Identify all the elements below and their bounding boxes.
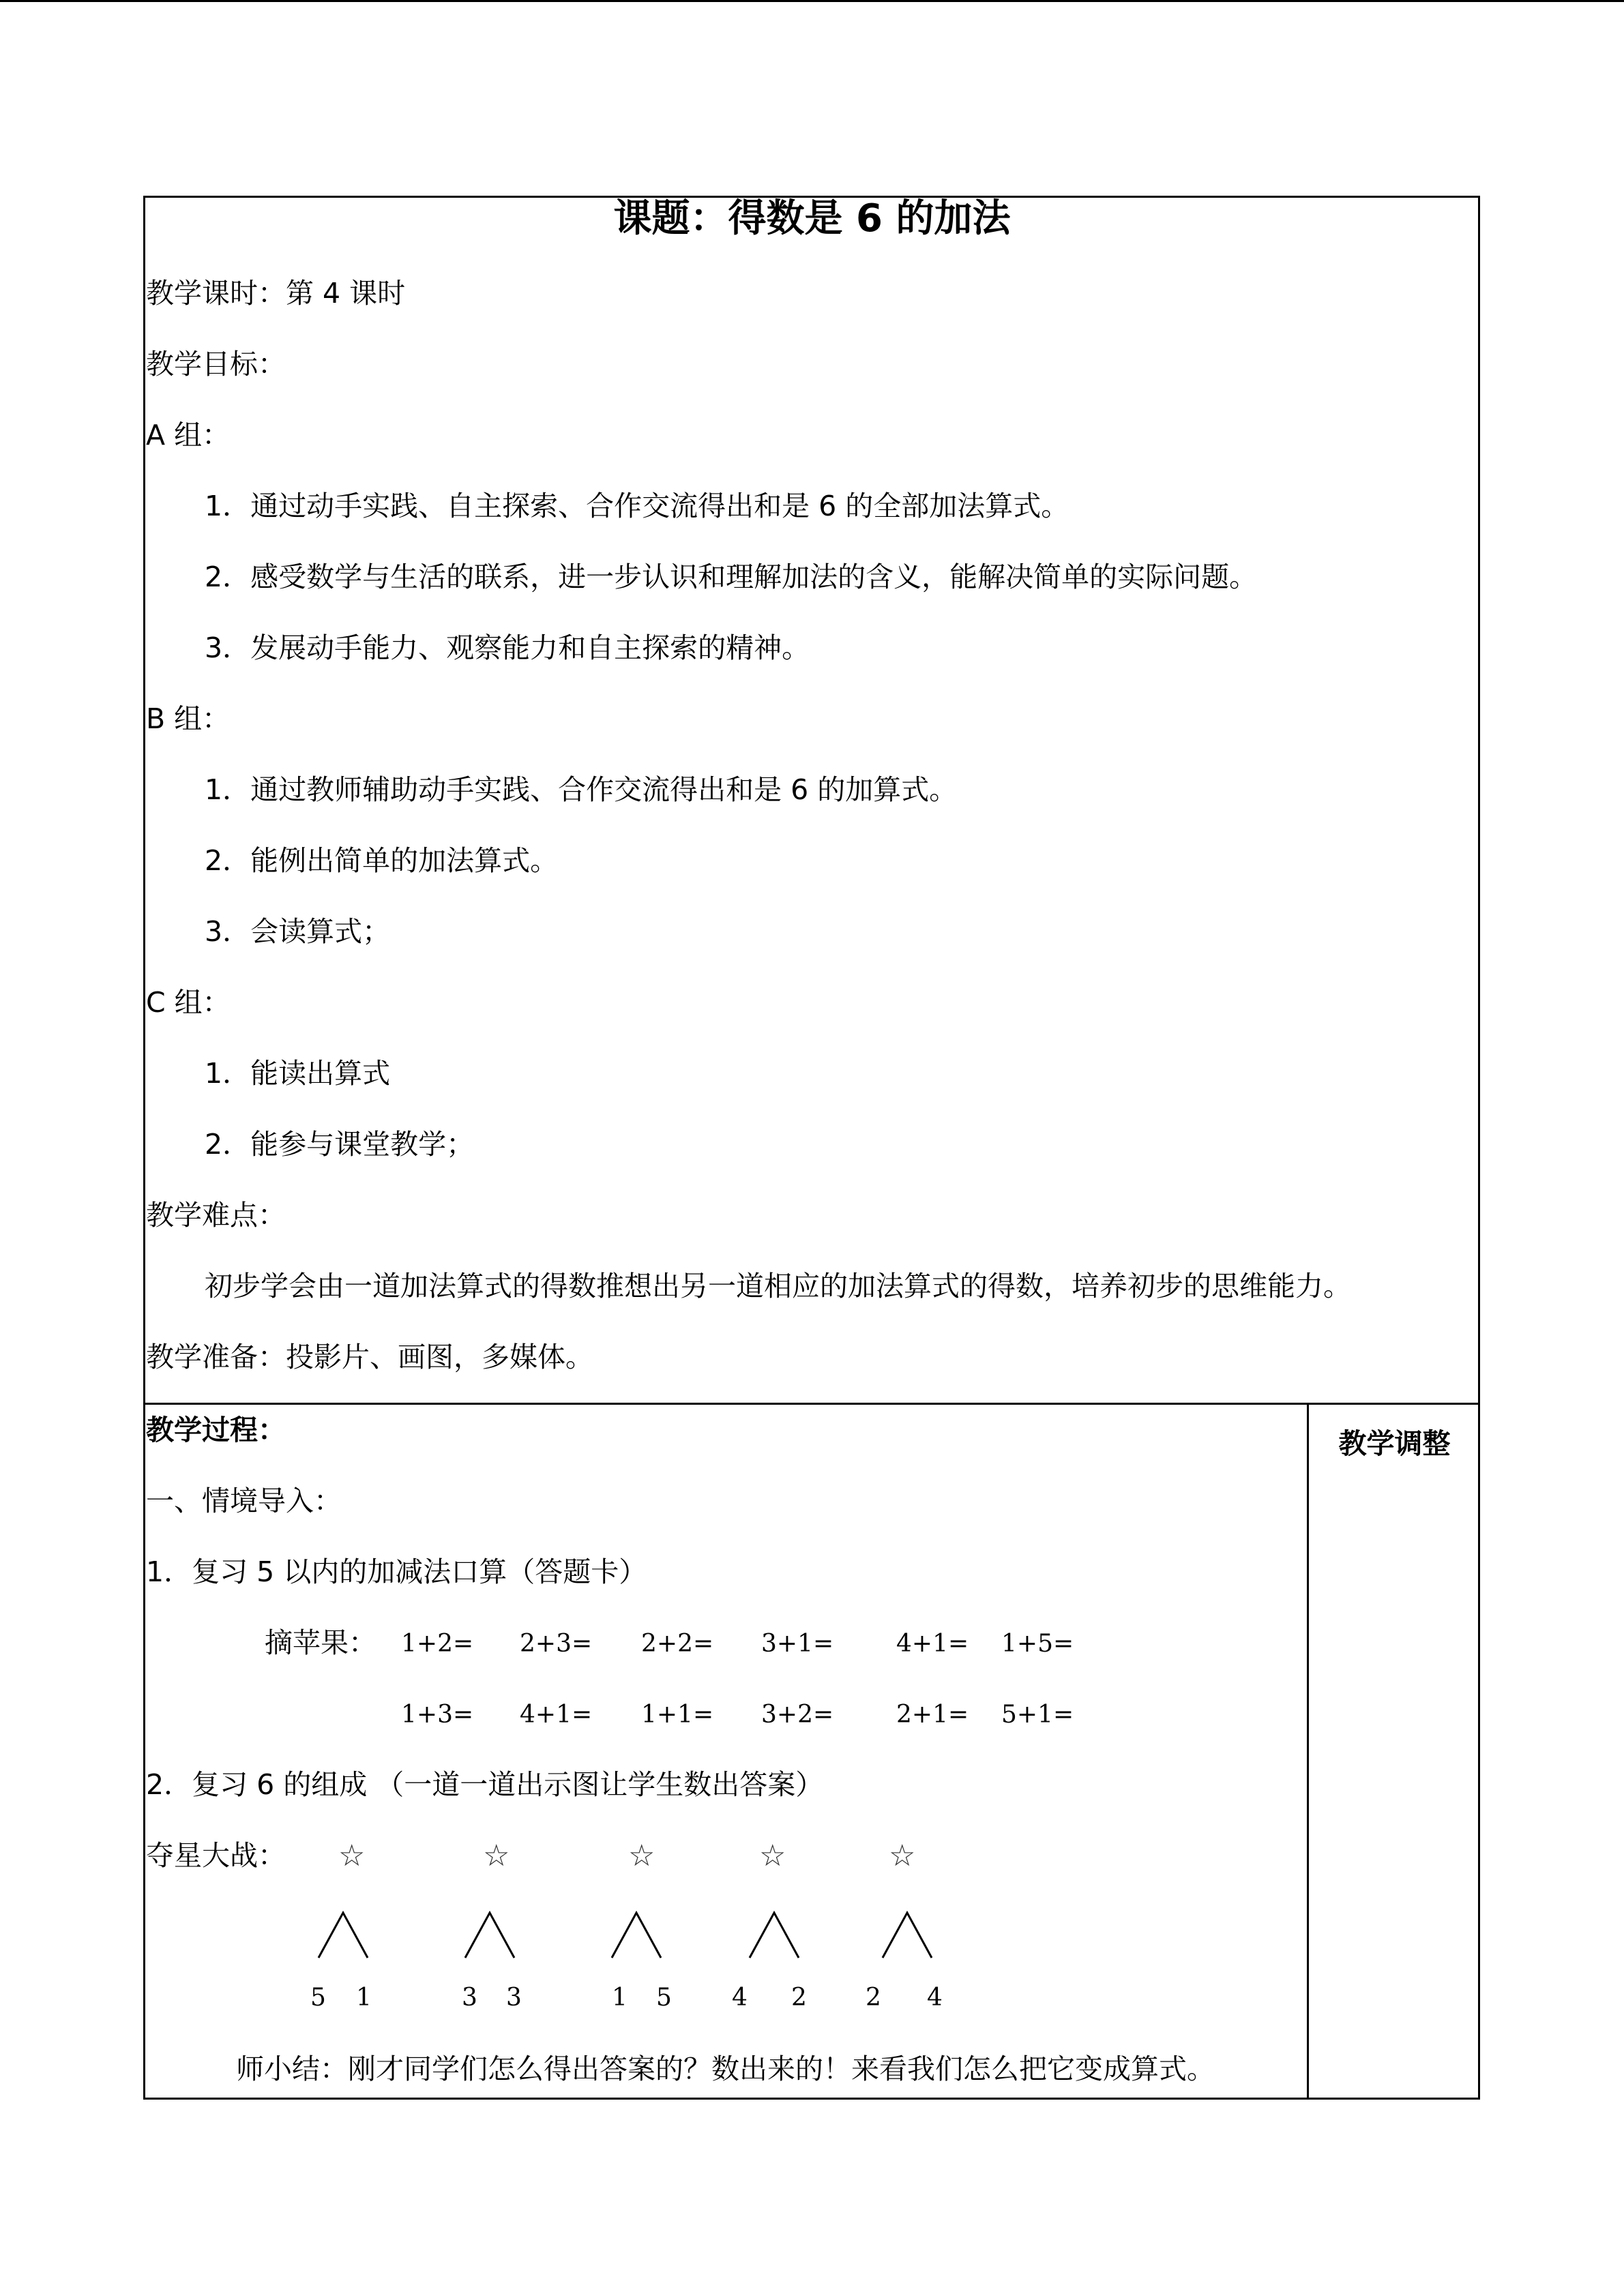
- adjust-column-divider: [1307, 1403, 1309, 2100]
- star-icon: ☆: [759, 1838, 786, 1873]
- group-b-item: 1．通过教师辅助动手实践、合作交流得出和是 6 的加算式。: [205, 773, 958, 806]
- apple-equation: 3+2=: [761, 1701, 834, 1729]
- split-left-number: 4: [732, 1984, 748, 2012]
- split-right-number: 5: [656, 1984, 672, 2012]
- star-icon: ☆: [628, 1838, 655, 1873]
- step-review-arithmetic: 1．复习 5 以内的加减法口算（答题卡）: [146, 1555, 647, 1588]
- split-right-number: 2: [791, 1984, 807, 2012]
- group-a-label: A 组：: [146, 419, 231, 451]
- split-right-number: 1: [356, 1984, 372, 2012]
- apple-equation: 2+1=: [896, 1701, 969, 1729]
- apple-equation: 4+1=: [520, 1701, 593, 1729]
- group-c-label: C 组：: [146, 986, 231, 1019]
- split-left-number: 3: [462, 1984, 477, 2012]
- apple-equation: 4+1=: [896, 1630, 969, 1658]
- objectives-label: 教学目标：: [146, 348, 286, 381]
- apple-equation: 1+5=: [1001, 1630, 1074, 1658]
- split-branch-icon: [464, 1911, 516, 1959]
- apple-equation: 1+2=: [401, 1630, 474, 1658]
- split-branch-icon: [317, 1911, 369, 1959]
- apple-equation: 1+1=: [641, 1701, 714, 1729]
- step-review-composition: 2．复习 6 的组成 （一道一道出示图让学生数出答案）: [146, 1768, 824, 1801]
- page-top-border: [0, 0, 1624, 2]
- split-left-number: 1: [612, 1984, 628, 2012]
- lesson-period: 教学课时：第 4 课时: [146, 277, 406, 310]
- process-label: 教学过程：: [146, 1414, 286, 1446]
- apple-equation: 2+3=: [520, 1630, 593, 1658]
- split-branch-icon: [610, 1911, 662, 1959]
- star-icon: ☆: [889, 1838, 916, 1873]
- star-game-label: 夺星大战：: [146, 1839, 286, 1872]
- group-b-item: 2．能例出简单的加法算式。: [205, 844, 559, 877]
- apple-game-label: 摘苹果：: [265, 1626, 377, 1659]
- apple-equation: 2+2=: [641, 1630, 714, 1658]
- difficulty-label: 教学难点：: [146, 1199, 286, 1232]
- difficulty-text: 初步学会由一道加法算式的得数推想出另一道相应的加法算式的得数，培养初步的思维能力。: [205, 1270, 1351, 1302]
- group-c-item: 2．能参与课堂教学；: [205, 1128, 475, 1161]
- split-branch-icon: [748, 1911, 800, 1959]
- adjust-column-header: 教学调整: [1338, 1427, 1451, 1460]
- split-branch-icon: [881, 1911, 933, 1959]
- apple-equation: 5+1=: [1001, 1701, 1074, 1729]
- star-icon: ☆: [483, 1838, 510, 1873]
- group-c-item: 1．能读出算式: [205, 1057, 391, 1090]
- apple-equation: 3+1=: [761, 1630, 834, 1658]
- star-icon: ☆: [338, 1838, 366, 1873]
- preparation-text: 教学准备：投影片、画图，多媒体。: [146, 1341, 593, 1373]
- section-intro-heading: 一、情境导入：: [146, 1485, 342, 1517]
- split-left-number: 5: [310, 1984, 326, 2012]
- group-a-item: 1．通过动手实践、自主探索、合作交流得出和是 6 的全部加法算式。: [205, 490, 1069, 522]
- group-a-item: 2．感受数学与生活的联系，进一步认识和理解加法的含义，能解决简单的实际问题。: [205, 561, 1258, 593]
- teacher-summary: 师小结：刚才同学们怎么得出答案的？数出来的！来看我们怎么把它变成算式。: [236, 2053, 1215, 2085]
- group-a-item: 3．发展动手能力、观察能力和自主探索的精神。: [205, 631, 810, 664]
- group-b-item: 3．会读算式；: [205, 915, 391, 948]
- apple-equation: 1+3=: [401, 1701, 474, 1729]
- section-divider: [143, 1403, 1480, 1405]
- split-left-number: 2: [866, 1984, 881, 2012]
- lesson-title: 课题：得数是 6 的加法: [613, 196, 1011, 241]
- group-b-label: B 组：: [146, 702, 231, 735]
- split-right-number: 4: [927, 1984, 943, 2012]
- split-right-number: 3: [506, 1984, 522, 2012]
